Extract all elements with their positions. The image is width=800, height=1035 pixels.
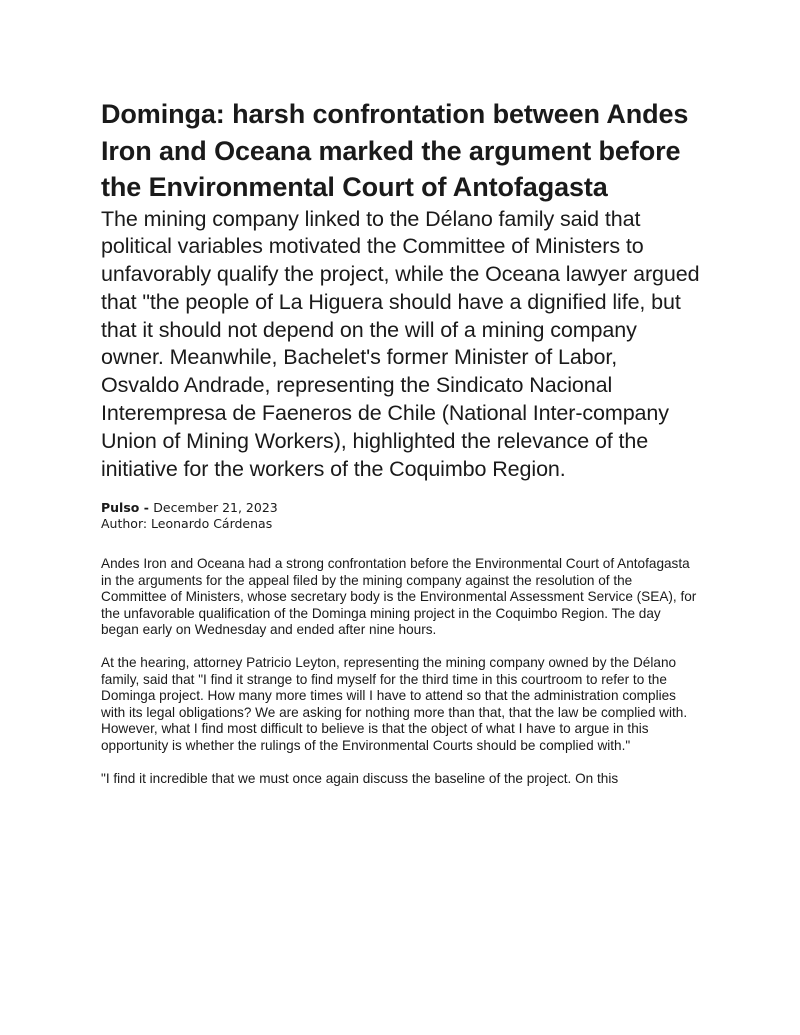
body-paragraph: However, what I find most difficult to believe is that the object of what I have to argue in this opportunity is whether the rulings of the Environmental Courts should be complied with." [101,721,649,753]
body-paragraph: At the hearing, attorney Patricio Leyton, representing the mining company owned by the Délano family, said that "I find it strange to find myself for the third time in this courtroom to refer to the Dominga project. How many more times will I have to attend so that the administration complies with its legal obligations? We are asking for nothing more than that, that the law be complied with. [101,655,688,720]
source-separator: - [139,500,154,516]
body-paragraph: Andes Iron and Oceana had a strong confrontation before the Environmental Court of Antofagasta in the arguments for the appeal filed by the mining company against the resolution of the Committee of Ministers, whose secretary body is the Environmental Assessment Service (SEA), for the unfavorable qualification of the Dominga mining project in the Coquimbo Region. The day began early on Wednesday and ended after nine hours. [101,556,697,638]
article-meta [101,500,701,532]
publish-date: December 21, 2023 [153,500,278,516]
article-subheadline: The mining company linked to the Délano family said that political variables motivated the Committee of Ministers to unfavorably qualify the project, while the Oceana lawyer argued that "the people of La Higuera should have a dignified life, but that it should not depend on the will of a mining company owner. Meanwhile, Bachelet's former Minister of Labor, Osvaldo Andrade, representing the Sindicato Nacional Interempresa de Faeneros de Chile (National Inter-company Union of Mining Workers), highlighted the relevance of the initiative for the workers of the Coquimbo Region. [101,206,700,481]
author-line: Author: Leonardo Cárdenas [101,516,273,532]
article [101,96,701,804]
source-name: Pulso [101,500,140,516]
body-paragraph: "I find it incredible that we must once again discuss the baseline of the project. On this [101,770,619,786]
source-line [101,500,701,516]
article-body [101,556,701,787]
article-headline: Dominga: harsh confrontation between Andes Iron and Oceana marked the argument before the Environmental Court of Antofagasta [101,99,689,202]
